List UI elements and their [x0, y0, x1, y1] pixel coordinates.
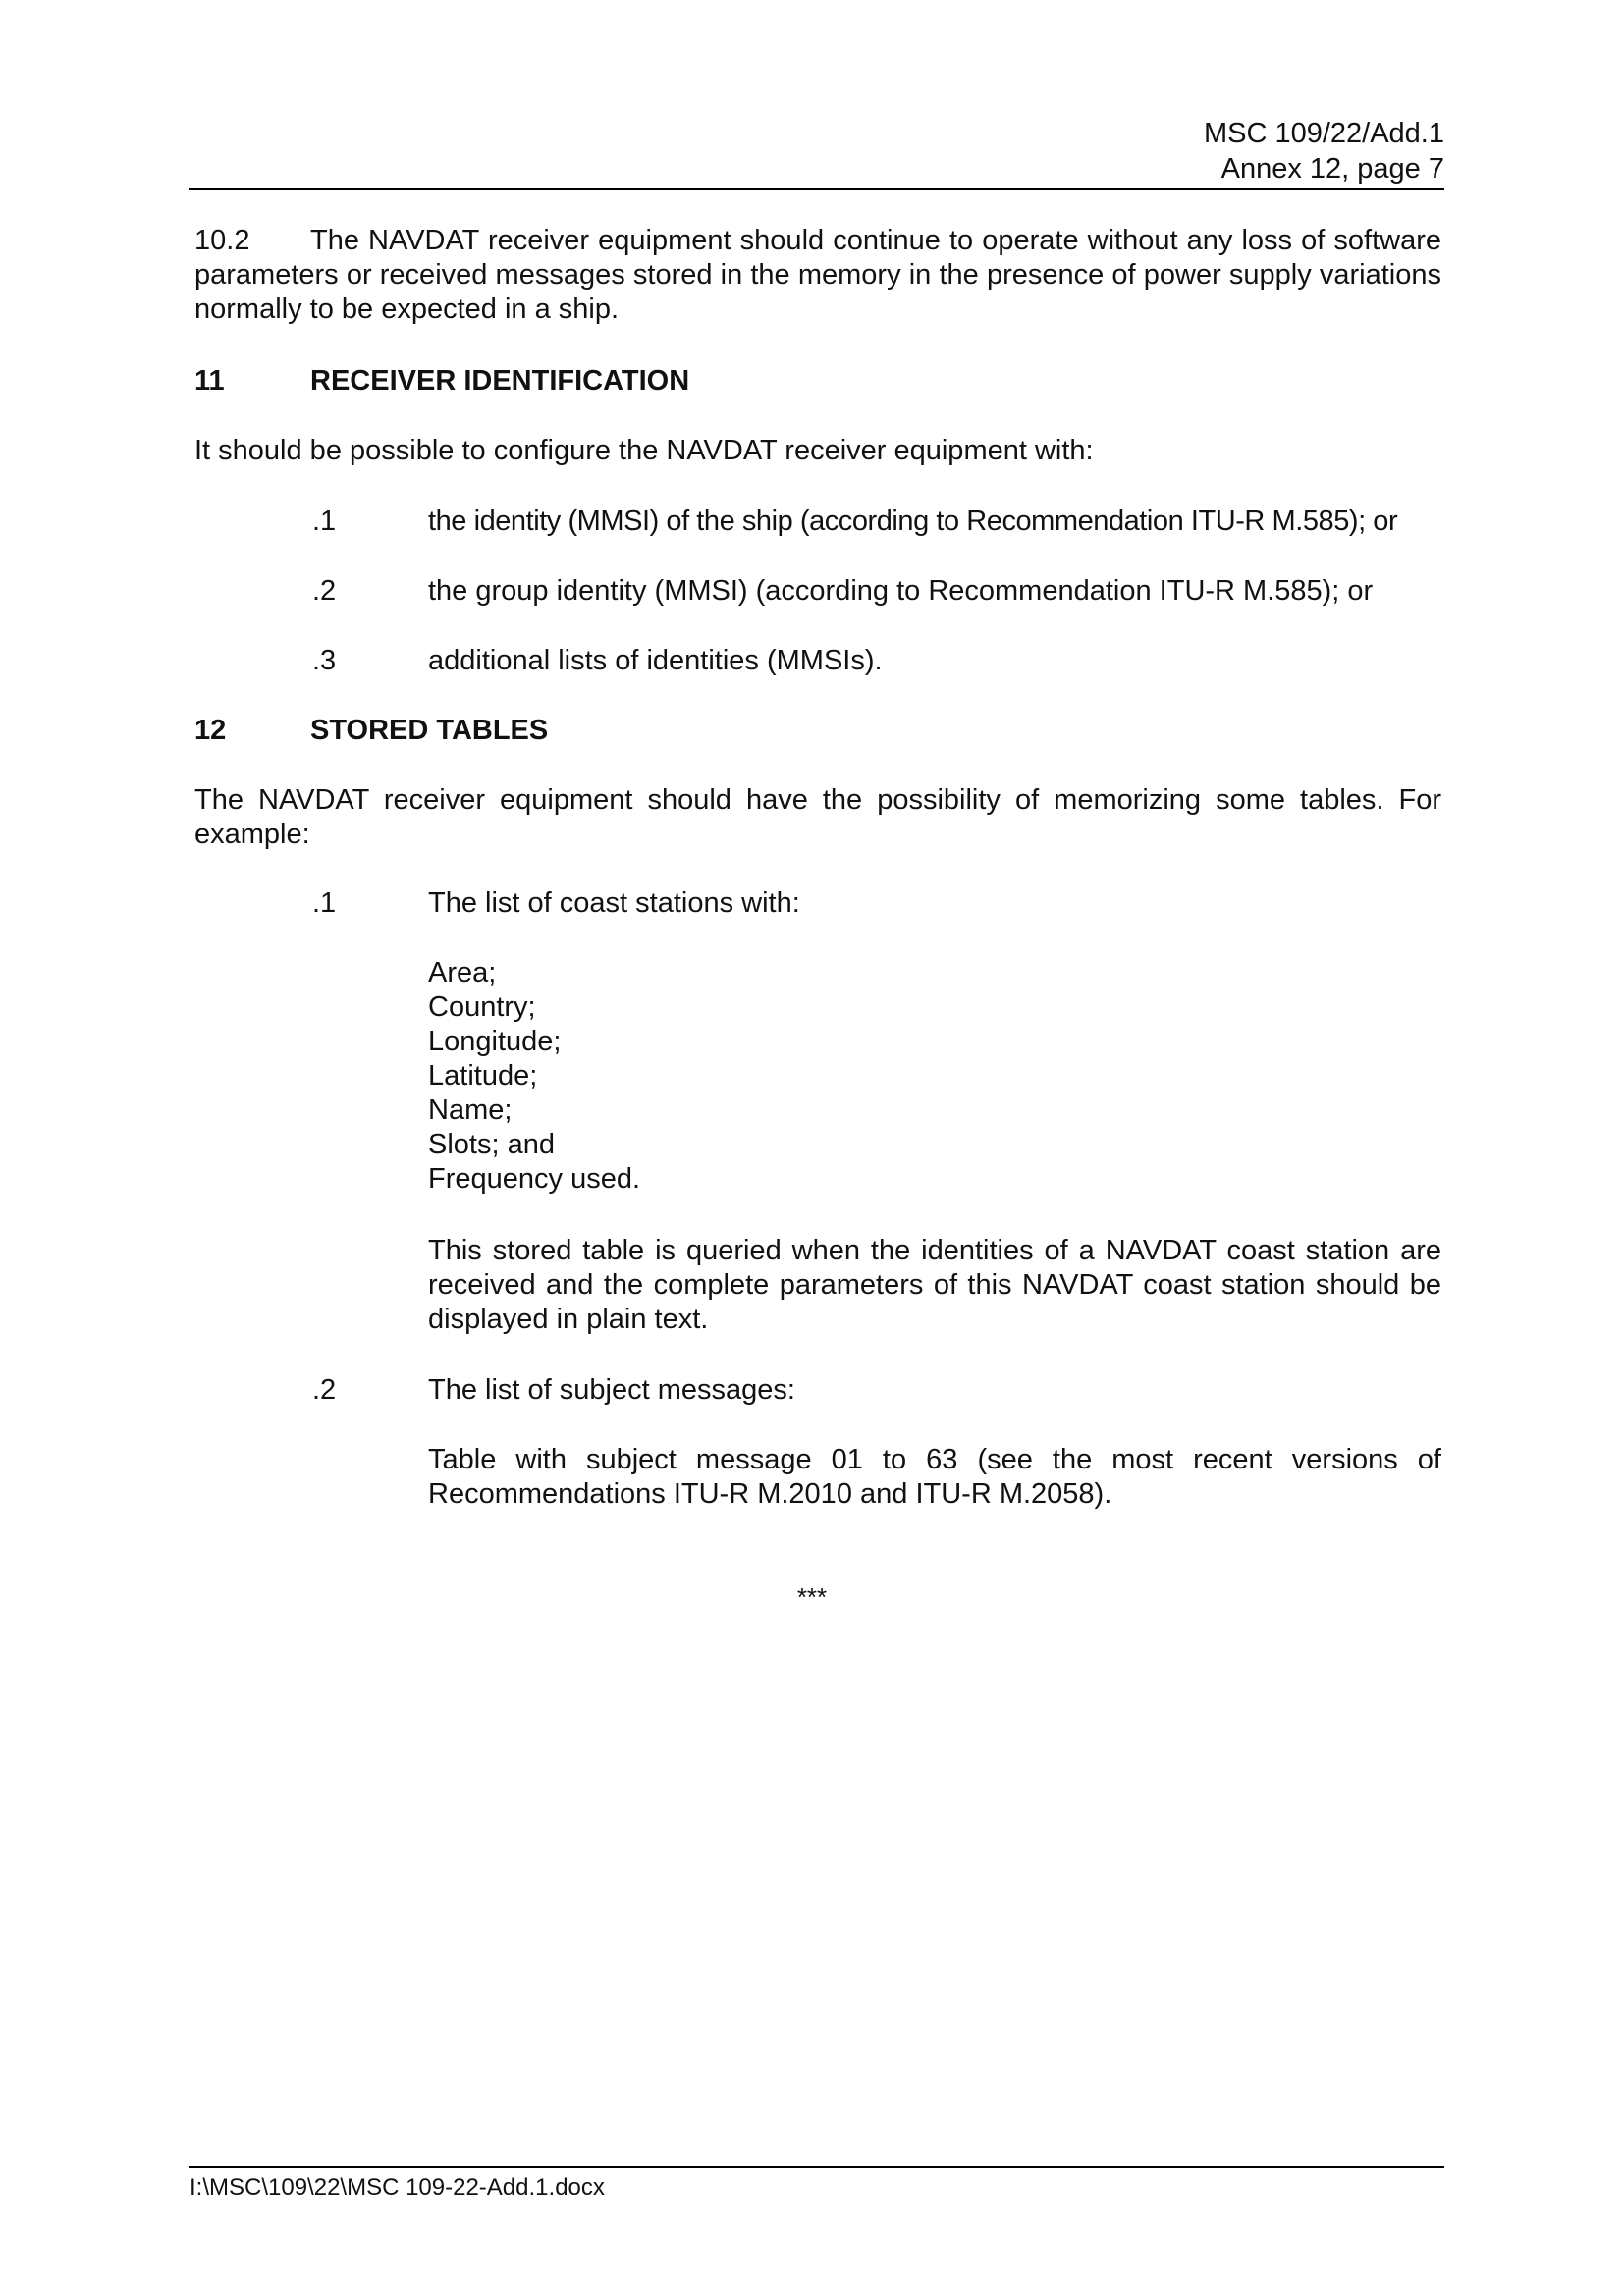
section-number: 11: [194, 365, 225, 397]
field-area: Area;: [428, 957, 497, 988]
list-item-number: .1: [312, 887, 337, 919]
section-12-intro: The NAVDAT receiver equipment should have the possibility of memorizing some tables. For example:: [194, 784, 1441, 850]
footer-file-path: I:\MSC\109\22\MSC 109-22-Add.1.docx: [189, 2174, 605, 2201]
paragraph-text: The NAVDAT receiver equipment should continue to operate without any loss of software parameters or received messages stored in the memory in the presence of power supply variations normally to be expected in a ship.: [194, 225, 1441, 325]
field-longitude: Longitude;: [428, 1026, 562, 1057]
coast-station-note: This stored table is queried when the identities of a NAVDAT coast station are received and the complete parameters of this NAVDAT coast station should be displayed in plain text.: [428, 1235, 1441, 1335]
list-item-text: The list of subject messages:: [428, 1374, 795, 1406]
end-of-document-mark: ***: [796, 1582, 828, 1612]
annex-page-reference: Annex 12, page 7: [1220, 153, 1444, 185]
field-name: Name;: [428, 1095, 513, 1126]
section-number: 12: [194, 715, 227, 746]
section-title: RECEIVER IDENTIFICATION: [310, 365, 690, 397]
list-item-text: the identity (MMSI) of the ship (according to Recommendation ITU-R M.585); or: [428, 506, 1398, 537]
list-item-text: The list of coast stations with:: [428, 887, 800, 919]
coast-station-fields: [428, 956, 1441, 1197]
list-item-number: .2: [312, 1374, 337, 1406]
section-11-heading: [194, 364, 1441, 399]
paragraph-number: 10.2: [194, 225, 250, 256]
list-item-number: .2: [312, 575, 337, 607]
list-item-text: additional lists of identities (MMSIs).: [428, 645, 883, 676]
footer-divider: [189, 2166, 1444, 2168]
list-item-text: the group identity (MMSI) (according to Recommendation ITU-R M.585); or: [428, 575, 1374, 607]
field-frequency: Frequency used.: [428, 1163, 641, 1195]
section-12-heading: [194, 714, 1441, 748]
header-divider: [189, 188, 1444, 190]
field-country: Country;: [428, 991, 536, 1023]
document-reference: MSC 109/22/Add.1: [1203, 118, 1444, 149]
subject-messages-note: Table with subject message 01 to 63 (see the most recent versions of Recommendations ITU-R M.2010 and ITU-R M.2058).: [428, 1444, 1441, 1510]
page-header: [189, 116, 1444, 187]
paragraph-10-2: [194, 224, 1441, 327]
field-slots: Slots; and: [428, 1129, 555, 1160]
section-title: STORED TABLES: [310, 715, 549, 746]
list-item-number: .1: [312, 506, 337, 537]
field-latitude: Latitude;: [428, 1060, 538, 1092]
list-item-number: .3: [312, 645, 337, 676]
section-11-intro: It should be possible to configure the NAVDAT receiver equipment with:: [194, 435, 1094, 466]
